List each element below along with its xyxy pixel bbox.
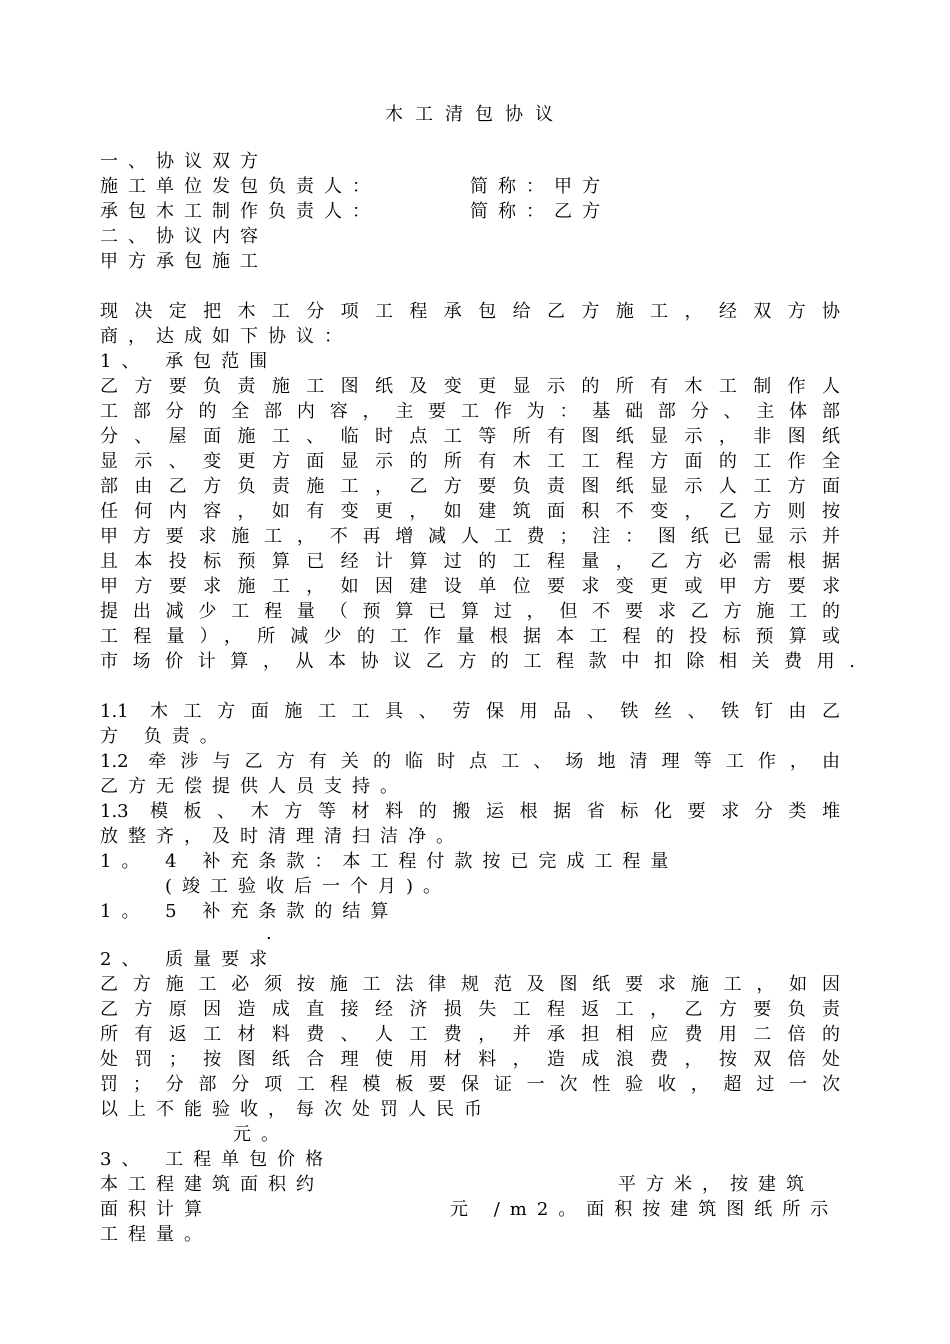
- clause-1-line: 任何内容，如有变更，如建筑面积不变，乙方则按: [100, 501, 840, 522]
- clause-1-4-line: (竣工验收后一个月)。: [165, 876, 452, 897]
- clause-1-3-line: 1.3 模板、木方等材料的搬运根据省标化要求分类堆: [100, 801, 840, 822]
- clause-2-heading: 2、 质量要求: [100, 949, 278, 970]
- clause-1-line: 甲方要求施工，不再增减人工费；注：图纸已显示并: [100, 526, 840, 547]
- clause-3-line: 本工程建筑面积约: [100, 1174, 324, 1195]
- clause-1-1-line: 方 负责。: [100, 726, 228, 747]
- clause-1-heading: 1、 承包范围: [100, 351, 278, 372]
- clause-2-line: 罚；分部分项工程模板要保证一次性验收，超过一次: [100, 1074, 840, 1095]
- clause-1-2-line: 1.2 牵涉与乙方有关的临时点工、场地清理等工作，由: [100, 751, 840, 772]
- clause-2-tail: 元。: [233, 1124, 289, 1145]
- section-2-sub: 甲方承包施工: [100, 251, 268, 272]
- clause-3-line: 面积计算: [100, 1199, 212, 1220]
- clause-2-line: 以上不能验收，每次处罚人民币: [100, 1099, 492, 1120]
- clause-1-4-line: 1。 4 补充条款：本工程付款按已完成工程量: [100, 851, 679, 872]
- clause-1-3-line: 放整齐，及时清理清扫洁净。: [100, 826, 464, 847]
- clause-1-line: 且本投标预算已经计算过的工程量，乙方必需根据: [100, 551, 840, 572]
- clause-2-line: 乙方原因造成直接经济损失工程返工，乙方要负责: [100, 999, 840, 1020]
- document-title: 木工清包协议: [385, 104, 565, 125]
- intro-line: 商，达成如下协议：: [100, 326, 352, 347]
- intro-line: 现决定把木工分项工程承包给乙方施工，经双方协: [100, 301, 840, 322]
- party-a-line: 施工单位发包负责人： 简称：甲方: [100, 176, 610, 197]
- section-1-heading: 一、协议双方: [100, 151, 268, 172]
- clause-1-line: 工程量），所减少的工作量根据本工程的投标预算或: [100, 626, 840, 647]
- clause-1-line: 市场价计算，从本协议乙方的工程款中扣除相关费用.: [100, 651, 855, 672]
- clause-1-line: 显示、变更方面显示的所有木工工程方面的工作全: [100, 451, 840, 472]
- clause-1-1-line: 1.1 木工方面施工工具、劳保用品、铁丝、铁钉由乙: [100, 701, 840, 722]
- clause-2-line: 所有返工材料费、人工费，并承担相应费用二倍的: [100, 1024, 840, 1045]
- clause-1-2-line: 乙方无偿提供人员支持。: [100, 776, 408, 797]
- clause-1-line: 分、屋面施工、临时点工等所有图纸显示，非图纸: [100, 426, 840, 447]
- clause-1-line: 乙方要负责施工图纸及变更显示的所有木工制作人: [100, 376, 840, 397]
- clause-3-line: 工程量。: [100, 1224, 212, 1245]
- clause-1-line: 工部分的全部内容，主要工作为：基础部分、主体部: [100, 401, 840, 422]
- clause-3-line: 平方米，按建筑: [618, 1174, 814, 1195]
- clause-1-line: 提出减少工程量（预算已算过，但不要求乙方施工的: [100, 601, 840, 622]
- clause-1-5-line: 1。 5 补充条款的结算: [100, 901, 399, 922]
- clause-3-line: 元 /m2。面积按建筑图纸所示: [450, 1199, 839, 1220]
- party-b-line: 承包木工制作负责人： 简称：乙方: [100, 201, 610, 222]
- section-2-heading: 二、协议内容: [100, 226, 268, 247]
- clause-2-line: 乙方施工必须按施工法律规范及图纸要求施工，如因: [100, 974, 840, 995]
- stray-dot: .: [266, 923, 272, 944]
- clause-1-line: 甲方要求施工，如因建设单位要求变更或甲方要求: [100, 576, 840, 597]
- clause-2-line: 处罚；按图纸合理使用材料，造成浪费，按双倍处: [100, 1049, 840, 1070]
- clause-1-line: 部由乙方负责施工，乙方要负责图纸显示人工方面: [100, 476, 840, 497]
- clause-3-heading: 3、 工程单包价格: [100, 1149, 334, 1170]
